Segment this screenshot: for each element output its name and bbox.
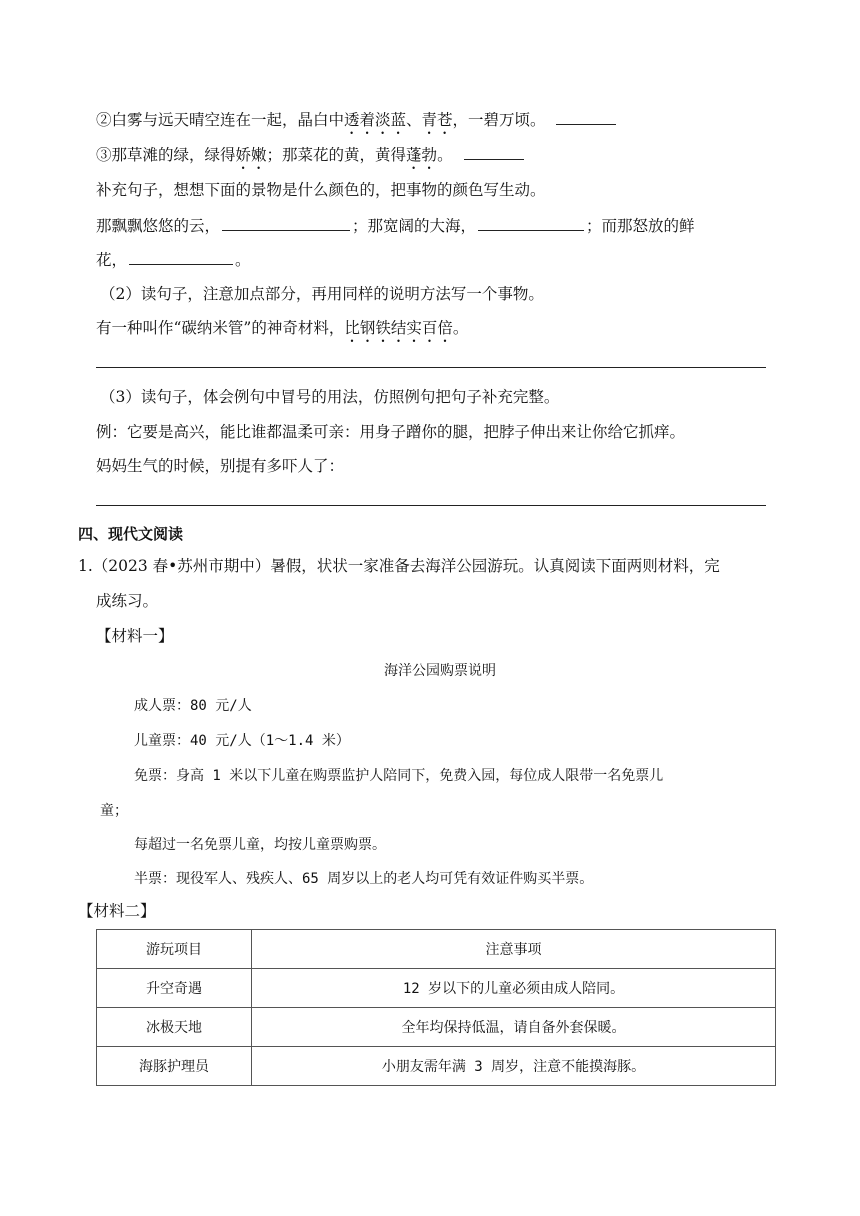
sentence-3-prefix: ③那草滩的绿，绿得: [96, 146, 236, 164]
answer-line-item-3[interactable]: [96, 505, 766, 506]
table-row: [97, 969, 776, 1008]
activity-cell: 冰极天地: [97, 1008, 252, 1047]
sentence-3: [96, 143, 530, 173]
item-2-title: （2）读句子，注意加点部分，再用同样的说明方法写一个事物。: [100, 285, 544, 303]
free-ticket-line-2: 童；: [100, 803, 128, 819]
activity-cell: 海豚护理员: [97, 1047, 252, 1086]
item-3-prompt: 妈妈生气的时候，别提有多吓人了：: [96, 457, 345, 475]
notes-cell: 12 岁以下的儿童必须由成人陪同。: [252, 969, 776, 1008]
notes-cell: 小朋友需年满 3 周岁，注意不能摸海豚。: [252, 1047, 776, 1086]
flower-end: 。: [235, 251, 251, 269]
table-header-row: [97, 930, 776, 969]
answer-line-item-2[interactable]: [96, 367, 766, 368]
extra-child-rule: 每超过一名免票儿童，均按儿童票购票。: [134, 837, 386, 853]
section-heading: 四、现代文阅读: [78, 525, 184, 543]
free-ticket-line-1: 免票：身高 1 米以下儿童在购票监护人陪同下，免费入园，每位成人限带一名免票儿: [134, 768, 664, 784]
child-ticket: 儿童票：40 元/人（1～1.4 米）: [134, 733, 350, 749]
sentence-3-dotted-1: 娇嫩: [235, 146, 267, 164]
sentence-2: [96, 108, 622, 138]
half-ticket: 半票：现役军人、残疾人、65 周岁以上的老人均可凭有效证件购买半票。: [134, 871, 594, 887]
sentence-2-dotted: 透着淡蓝、青苍: [344, 111, 453, 129]
item-3-example: 例：它要是高兴，能比谁都温柔可亲：用身子蹭你的腿，把脖子伸出来让你给它抓痒。: [96, 423, 686, 441]
sentence-2-prefix: ②白雾与远天晴空连在一起，晶白中: [96, 111, 345, 129]
adult-ticket: 成人票：80 元/人: [134, 698, 252, 714]
question-1-line-1: 1.（2023 春•苏州市期中）暑假，状状一家准备去海洋公园游玩。认真阅读下面两则材料，完: [78, 557, 720, 575]
answer-blank-3[interactable]: [464, 143, 524, 160]
material-1-title: 海洋公园购票说明: [384, 663, 496, 679]
header-activity: 游玩项目: [97, 930, 252, 969]
item-2-sentence-prefix: 有一种叫作“碳纳米管”的神奇材料，: [96, 319, 345, 337]
sea-blank[interactable]: [478, 214, 584, 231]
sentence-3-dotted-2: 蓬勃: [406, 146, 438, 164]
cloud-text: 那飘飘悠悠的云，: [96, 217, 221, 235]
question-1-line-2: 成练习。: [96, 592, 159, 610]
answer-blank-2[interactable]: [556, 108, 616, 125]
sentence-2-suffix: ，一碧万顷。: [452, 111, 546, 129]
sentence-3-middle: ；那菜花的黄，黄得: [266, 146, 407, 164]
item-2-sentence-dotted: 比钢铁结实百倍: [344, 319, 453, 337]
cloud-blank[interactable]: [222, 214, 350, 231]
notes-cell: 全年均保持低温，请自备外套保暖。: [252, 1008, 776, 1047]
supplement-line-1: [96, 214, 695, 237]
item-2-sentence-suffix: 。: [452, 319, 469, 337]
item-2-sentence: [96, 317, 468, 346]
flower-text-2: 花，: [96, 251, 128, 269]
table-row: [97, 1008, 776, 1047]
activities-table: [96, 929, 776, 1086]
flower-blank[interactable]: [129, 248, 233, 265]
supplement-instruction: 补充句子，想想下面的景物是什么颜色的，把事物的颜色写生动。: [96, 181, 546, 199]
activity-cell: 升空奇遇: [97, 969, 252, 1008]
header-notes: 注意事项: [252, 930, 776, 969]
supplement-line-2: [96, 248, 251, 271]
table-row: [97, 1047, 776, 1086]
material-1-label: 【材料一】: [96, 627, 174, 645]
material-2-label: 【材料二】: [78, 902, 156, 920]
sea-text: ；那宽阔的大海，: [352, 217, 477, 235]
item-3-title: （3）读句子，体会例句中冒号的用法，仿照例句把句子补充完整。: [100, 388, 560, 406]
sentence-3-suffix: 。: [437, 146, 453, 164]
flower-text: ；而那怒放的鲜: [586, 217, 695, 235]
